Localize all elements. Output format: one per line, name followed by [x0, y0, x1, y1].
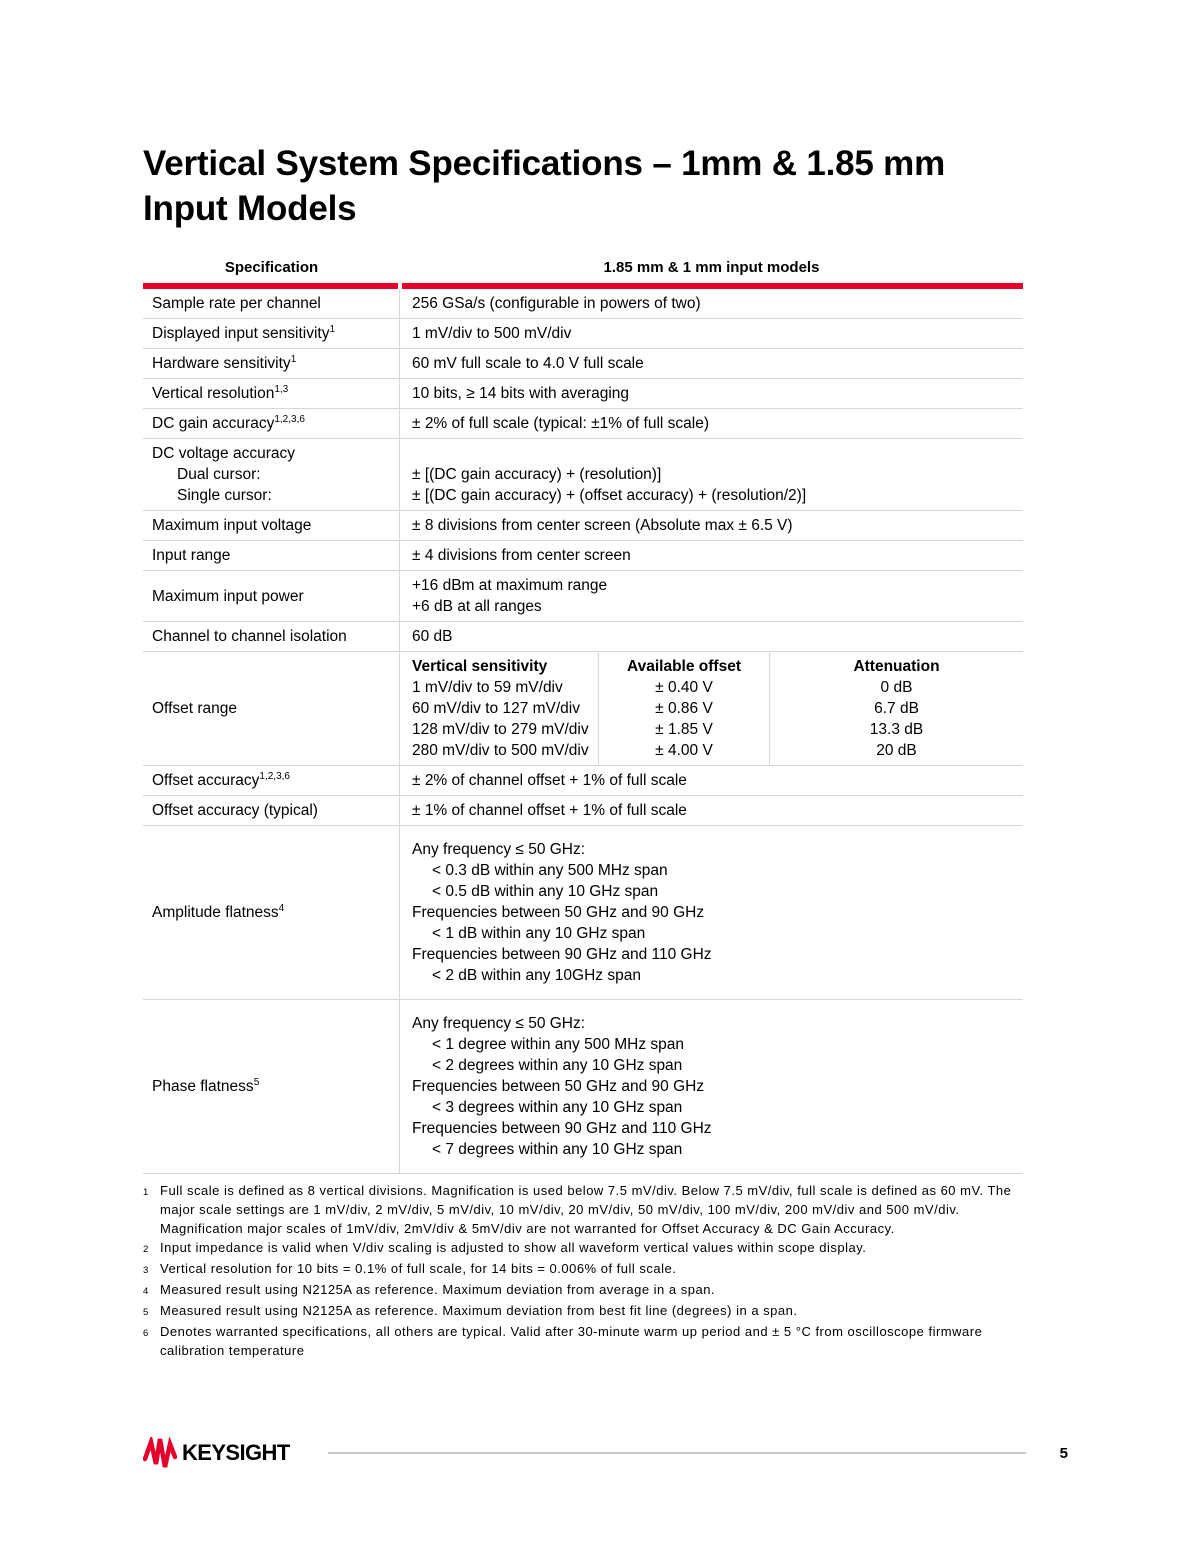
spec-label	[143, 796, 400, 825]
spec-label-text: Maximum input power	[152, 587, 304, 605]
spec-value-line: ± 2% of channel offset + 1% of full scale	[412, 772, 687, 789]
spec-label	[143, 409, 400, 438]
subtable-cell: 128 mV/div to 279 mV/div	[412, 721, 589, 738]
footnote-ref: 1,3	[274, 384, 289, 395]
footnote	[143, 1181, 1045, 1238]
spec-row	[143, 826, 1023, 1000]
spec-value-line: 60 mV full scale to 4.0 V full scale	[412, 355, 644, 372]
spec-row	[143, 652, 1023, 766]
spec-value	[400, 796, 1023, 825]
footnote-text: Vertical resolution for 10 bits = 0.1% of full scale, for 14 bits = 0.006% of full scale.	[160, 1261, 677, 1276]
spec-value	[400, 289, 1023, 318]
subtable-cell: 280 mV/div to 500 mV/div	[412, 742, 589, 759]
spec-row	[143, 511, 1023, 541]
spec-label	[143, 571, 400, 621]
subtable-column-header: Available offset	[627, 658, 741, 675]
footnote-ref: 1,2,3,6	[274, 414, 305, 425]
spec-label	[143, 319, 400, 348]
subtable-cell: 60 mV/div to 127 mV/div	[412, 700, 580, 717]
page-title-line1: Vertical System Specifications – 1mm & 1.85 mm	[143, 144, 946, 183]
spec-value-line: < 0.3 dB within any 500 MHz span	[432, 862, 668, 879]
spec-row	[143, 796, 1023, 826]
spec-row	[143, 289, 1023, 319]
footnote-ref: 1	[329, 324, 336, 335]
spec-label-text: Amplitude flatness$^4$	[152, 903, 285, 921]
spec-value	[400, 826, 1023, 999]
subtable-cell: 6.7 dB	[874, 700, 919, 717]
spec-label	[143, 622, 400, 651]
subtable-column	[598, 652, 770, 765]
footnote-number: 1	[143, 1187, 149, 1198]
footnote-text: Input impedance is valid when V/div scaling is adjusted to show all waveform vertical values within scope display.	[160, 1240, 867, 1255]
footnote-number: 5	[143, 1307, 149, 1318]
spec-value-line: < 0.5 dB within any 10 GHz span	[432, 883, 659, 900]
footnote-ref: 1,2,3,6	[259, 771, 290, 782]
spec-value-line: +6 dB at all ranges	[412, 598, 542, 615]
footnote-number: 2	[143, 1244, 149, 1255]
subtable-cell: ± 4.00 V	[655, 742, 713, 759]
spec-value	[400, 1000, 1023, 1173]
spec-value	[400, 541, 1023, 570]
spec-row	[143, 622, 1023, 652]
spec-label	[143, 379, 400, 408]
spec-row	[143, 349, 1023, 379]
spec-label-text: Offset range	[152, 700, 238, 717]
spec-value-line: < 3 degrees within any 10 GHz span	[432, 1099, 683, 1116]
spec-row	[143, 766, 1023, 796]
page-title	[143, 141, 1023, 231]
spec-value-line: < 2 dB within any 10GHz span	[432, 967, 641, 984]
spec-label	[143, 541, 400, 570]
spec-value-line: ± 1% of channel offset + 1% of full scale	[412, 802, 687, 819]
page-number: 5	[1059, 1444, 1068, 1462]
spec-value	[400, 652, 1023, 765]
spec-value-line: Any frequency ≤ 50 GHz:	[412, 841, 586, 858]
spec-label-subline: Single cursor:	[177, 487, 272, 504]
spec-row	[143, 571, 1023, 622]
spec-row	[143, 409, 1023, 439]
spec-label-text: Hardware sensitivity$^1$	[152, 354, 297, 372]
spec-row	[143, 439, 1023, 511]
spec-row	[143, 1000, 1023, 1174]
subtable-column-header: Vertical sensitivity	[412, 658, 548, 675]
spec-table-body	[143, 289, 1023, 1174]
footnote	[143, 1280, 1045, 1301]
spec-value-line: 256 GSa/s (configurable in powers of two)	[412, 295, 701, 312]
spec-label-text: Phase flatness$^5$	[152, 1077, 260, 1095]
subtable-cell: 20 dB	[876, 742, 917, 759]
spec-value-line: ± 4 divisions from center screen	[412, 547, 631, 564]
footnote-text: Denotes warranted specifications, all others are typical. Valid after 30-minute warm up period and ± 5 °C from oscilloscope firmware calibration temperature	[160, 1324, 983, 1358]
spec-value	[400, 622, 1023, 651]
spec-value-line: Frequencies between 50 GHz and 90 GHz	[412, 1078, 705, 1095]
footnote-number: 4	[143, 1286, 149, 1297]
spec-value	[400, 511, 1023, 540]
column-header-specification: Specification	[224, 258, 319, 276]
spec-value-line: Frequencies between 50 GHz and 90 GHz	[412, 904, 705, 921]
spec-value-line: < 2 degrees within any 10 GHz span	[432, 1057, 683, 1074]
keysight-logo	[143, 1437, 290, 1469]
spec-value-line: < 1 degree within any 500 MHz span	[432, 1036, 685, 1053]
page-content	[143, 141, 1023, 1360]
spec-row	[143, 319, 1023, 349]
keysight-spark-icon	[143, 1437, 177, 1469]
spec-label	[143, 652, 400, 765]
subtable-column	[770, 652, 1023, 765]
subtable-cell: ± 0.40 V	[655, 679, 713, 696]
spec-value-line: 1 mV/div to 500 mV/div	[412, 325, 572, 342]
spec-label	[143, 1000, 400, 1173]
footnote-text: Full scale is defined as 8 vertical divisions. Magnification is used below 7.5 mV/div. Below 7.5 mV/div, full scale is defined as 60 mV. The major scale settings are 1 mV/div, 2 mV/div, 5 mV/div, 10 mV/div, 20 mV/div, 50 mV/div, 100 mV/div, 200 mV/div and 500 mV/div. Magnification major scales of 1mV/div, 2mV/div & 5mV/div are not warranted for Offset Accuracy & DC Gain Accuracy.	[160, 1183, 1012, 1236]
spec-label-text: Vertical resolution$^{1,3}$	[152, 384, 289, 402]
footnote	[143, 1259, 1045, 1280]
column-header-models: 1.85 mm & 1 mm input models	[603, 258, 820, 276]
spec-value-line: < 7 degrees within any 10 GHz span	[432, 1141, 683, 1158]
subtable-cell: 0 dB	[880, 679, 913, 696]
spec-value-line: Frequencies between 90 GHz and 110 GHz	[412, 1120, 712, 1137]
footnote	[143, 1301, 1045, 1322]
spec-label-text: Maximum input voltage	[152, 517, 312, 534]
footnote-number: 6	[143, 1328, 149, 1339]
spec-label	[143, 439, 400, 510]
spec-value-line: ± 8 divisions from center screen (Absolute max ± 6.5 V)	[412, 517, 793, 534]
subtable-cell: ± 0.86 V	[655, 700, 713, 717]
spec-value	[400, 439, 1023, 510]
spec-label-text: Sample rate per channel	[152, 295, 321, 312]
subtable-cell: ± 1.85 V	[655, 721, 713, 738]
spec-label	[143, 766, 400, 795]
footnote-text: Measured result using N2125A as reference. Maximum deviation from best fit line (degrees) in a span.	[160, 1303, 798, 1318]
spec-row	[143, 541, 1023, 571]
spec-value-line: < 1 dB within any 10 GHz span	[432, 925, 646, 942]
spec-value-line	[412, 443, 1011, 464]
subtable-column-header: Attenuation	[853, 658, 940, 675]
spec-value-line: Any frequency ≤ 50 GHz:	[412, 1015, 586, 1032]
spec-value-line: ± [(DC gain accuracy) + (resolution)]	[412, 466, 662, 483]
spec-label	[143, 289, 400, 318]
spec-label	[143, 349, 400, 378]
spec-label-text: DC voltage accuracy	[152, 445, 296, 462]
subtable-column	[400, 652, 598, 765]
footnote-text: Measured result using N2125A as reference. Maximum deviation from average in a span.	[160, 1282, 716, 1297]
keysight-wordmark: KEYSIGHT	[182, 1440, 290, 1465]
footnote-ref: 1	[290, 354, 297, 365]
footnote	[143, 1238, 1045, 1259]
spec-label-text: Offset accuracy (typical)	[152, 802, 318, 819]
footnote-ref: 5	[253, 1077, 260, 1088]
spec-value	[400, 319, 1023, 348]
spec-value-line: 60 dB	[412, 628, 453, 645]
page-footer	[143, 1432, 1068, 1474]
spec-value-line: 10 bits, ≥ 14 bits with averaging	[412, 385, 630, 402]
subtable-cell: 1 mV/div to 59 mV/div	[412, 679, 563, 696]
spec-value-line: +16 dBm at maximum range	[412, 577, 608, 594]
spec-value	[400, 409, 1023, 438]
spec-label	[143, 511, 400, 540]
spec-label	[143, 826, 400, 999]
spec-value	[400, 349, 1023, 378]
footer-divider	[328, 1452, 1026, 1454]
spec-value-line: ± 2% of full scale (typical: ±1% of full scale)	[412, 415, 709, 432]
spec-value-line: Frequencies between 90 GHz and 110 GHz	[412, 946, 712, 963]
spec-label-text: Offset accuracy$^{1,2,3,6}$	[152, 771, 290, 789]
spec-row	[143, 379, 1023, 409]
spec-label-subline: Dual cursor:	[177, 466, 261, 483]
spec-label-text: Displayed input sensitivity$^1$	[152, 324, 336, 342]
spec-value	[400, 766, 1023, 795]
spec-value	[400, 571, 1023, 621]
spec-value-line: ± [(DC gain accuracy) + (offset accuracy) + (resolution/2)]	[412, 487, 807, 504]
subtable-cell: 13.3 dB	[869, 721, 924, 738]
offset-range-subtable	[400, 652, 1023, 765]
footnotes	[143, 1181, 1045, 1360]
spec-value	[400, 379, 1023, 408]
footnote	[143, 1322, 1045, 1360]
spec-label-text: Channel to channel isolation	[152, 628, 347, 645]
footnote-ref: 4	[278, 903, 285, 914]
page-title-line2: Input Models	[143, 189, 357, 228]
spec-label-text: Input range	[152, 547, 231, 564]
table-header	[143, 251, 1023, 283]
footnote-number: 3	[143, 1265, 149, 1276]
spec-label-text: DC gain accuracy$^{1,2,3,6}$	[152, 414, 305, 432]
